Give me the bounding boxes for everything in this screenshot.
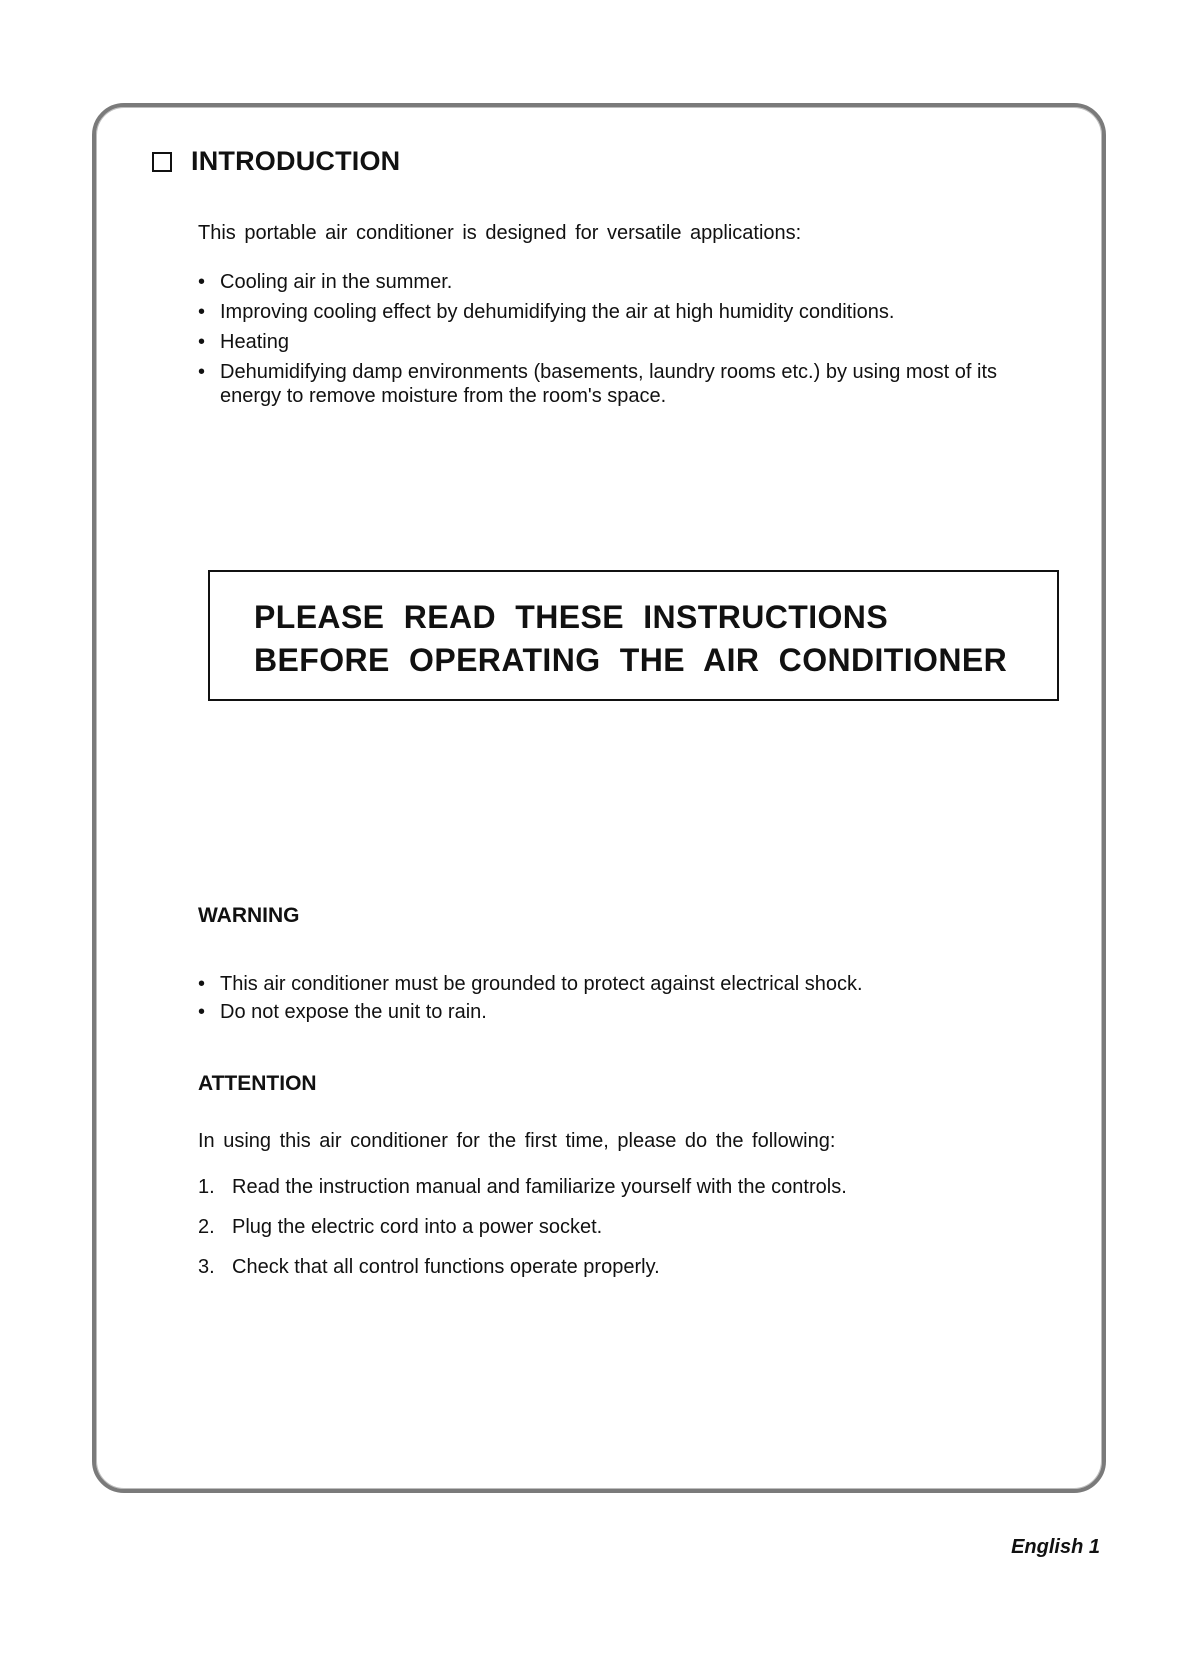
checkbox-icon <box>152 152 172 172</box>
step-number: 3. <box>198 1256 215 1278</box>
steps-list <box>198 1176 847 1296</box>
step-number: 1. <box>198 1176 215 1198</box>
list-item: • This air conditioner must be grounded to protect against electrical shock. <box>198 970 863 998</box>
page-number: English 1 <box>1011 1536 1100 1558</box>
notice-box <box>208 570 1059 701</box>
intro-lead: This portable air conditioner is designed for versatile applications: <box>198 222 802 244</box>
list-item: • Heating <box>198 330 1060 354</box>
intro-bullet-list <box>198 270 1060 414</box>
list-item <box>198 1216 847 1256</box>
step-number: 2. <box>198 1216 215 1238</box>
step-text: Check that all control functions operate properly. <box>232 1256 660 1278</box>
section-heading <box>152 146 400 177</box>
list-item <box>198 1176 847 1216</box>
list-item: • Cooling air in the summer. <box>198 270 1060 294</box>
list-item: • Do not expose the unit to rain. <box>198 998 863 1026</box>
warning-heading: WARNING <box>198 904 300 927</box>
list-item <box>198 1256 847 1296</box>
step-text: Read the instruction manual and familiarize yourself with the controls. <box>232 1176 847 1198</box>
list-item: • Dehumidifying damp environments (basements, laundry rooms etc.) by using most of its energy to remove moisture from the room's space. <box>198 360 1060 408</box>
notice-line-1: PLEASE READ THESE INSTRUCTIONS <box>254 599 889 635</box>
attention-lead: In using this air conditioner for the first time, please do the following: <box>198 1130 836 1152</box>
step-text: Plug the electric cord into a power socket. <box>232 1216 603 1238</box>
attention-heading: ATTENTION <box>198 1072 317 1095</box>
warning-list <box>198 970 863 1026</box>
intro-title: INTRODUCTION <box>191 146 401 176</box>
list-item: • Improving cooling effect by dehumidifying the air at high humidity conditions. <box>198 300 1060 324</box>
notice-line-2: BEFORE OPERATING THE AIR CONDITIONER <box>254 642 1008 678</box>
